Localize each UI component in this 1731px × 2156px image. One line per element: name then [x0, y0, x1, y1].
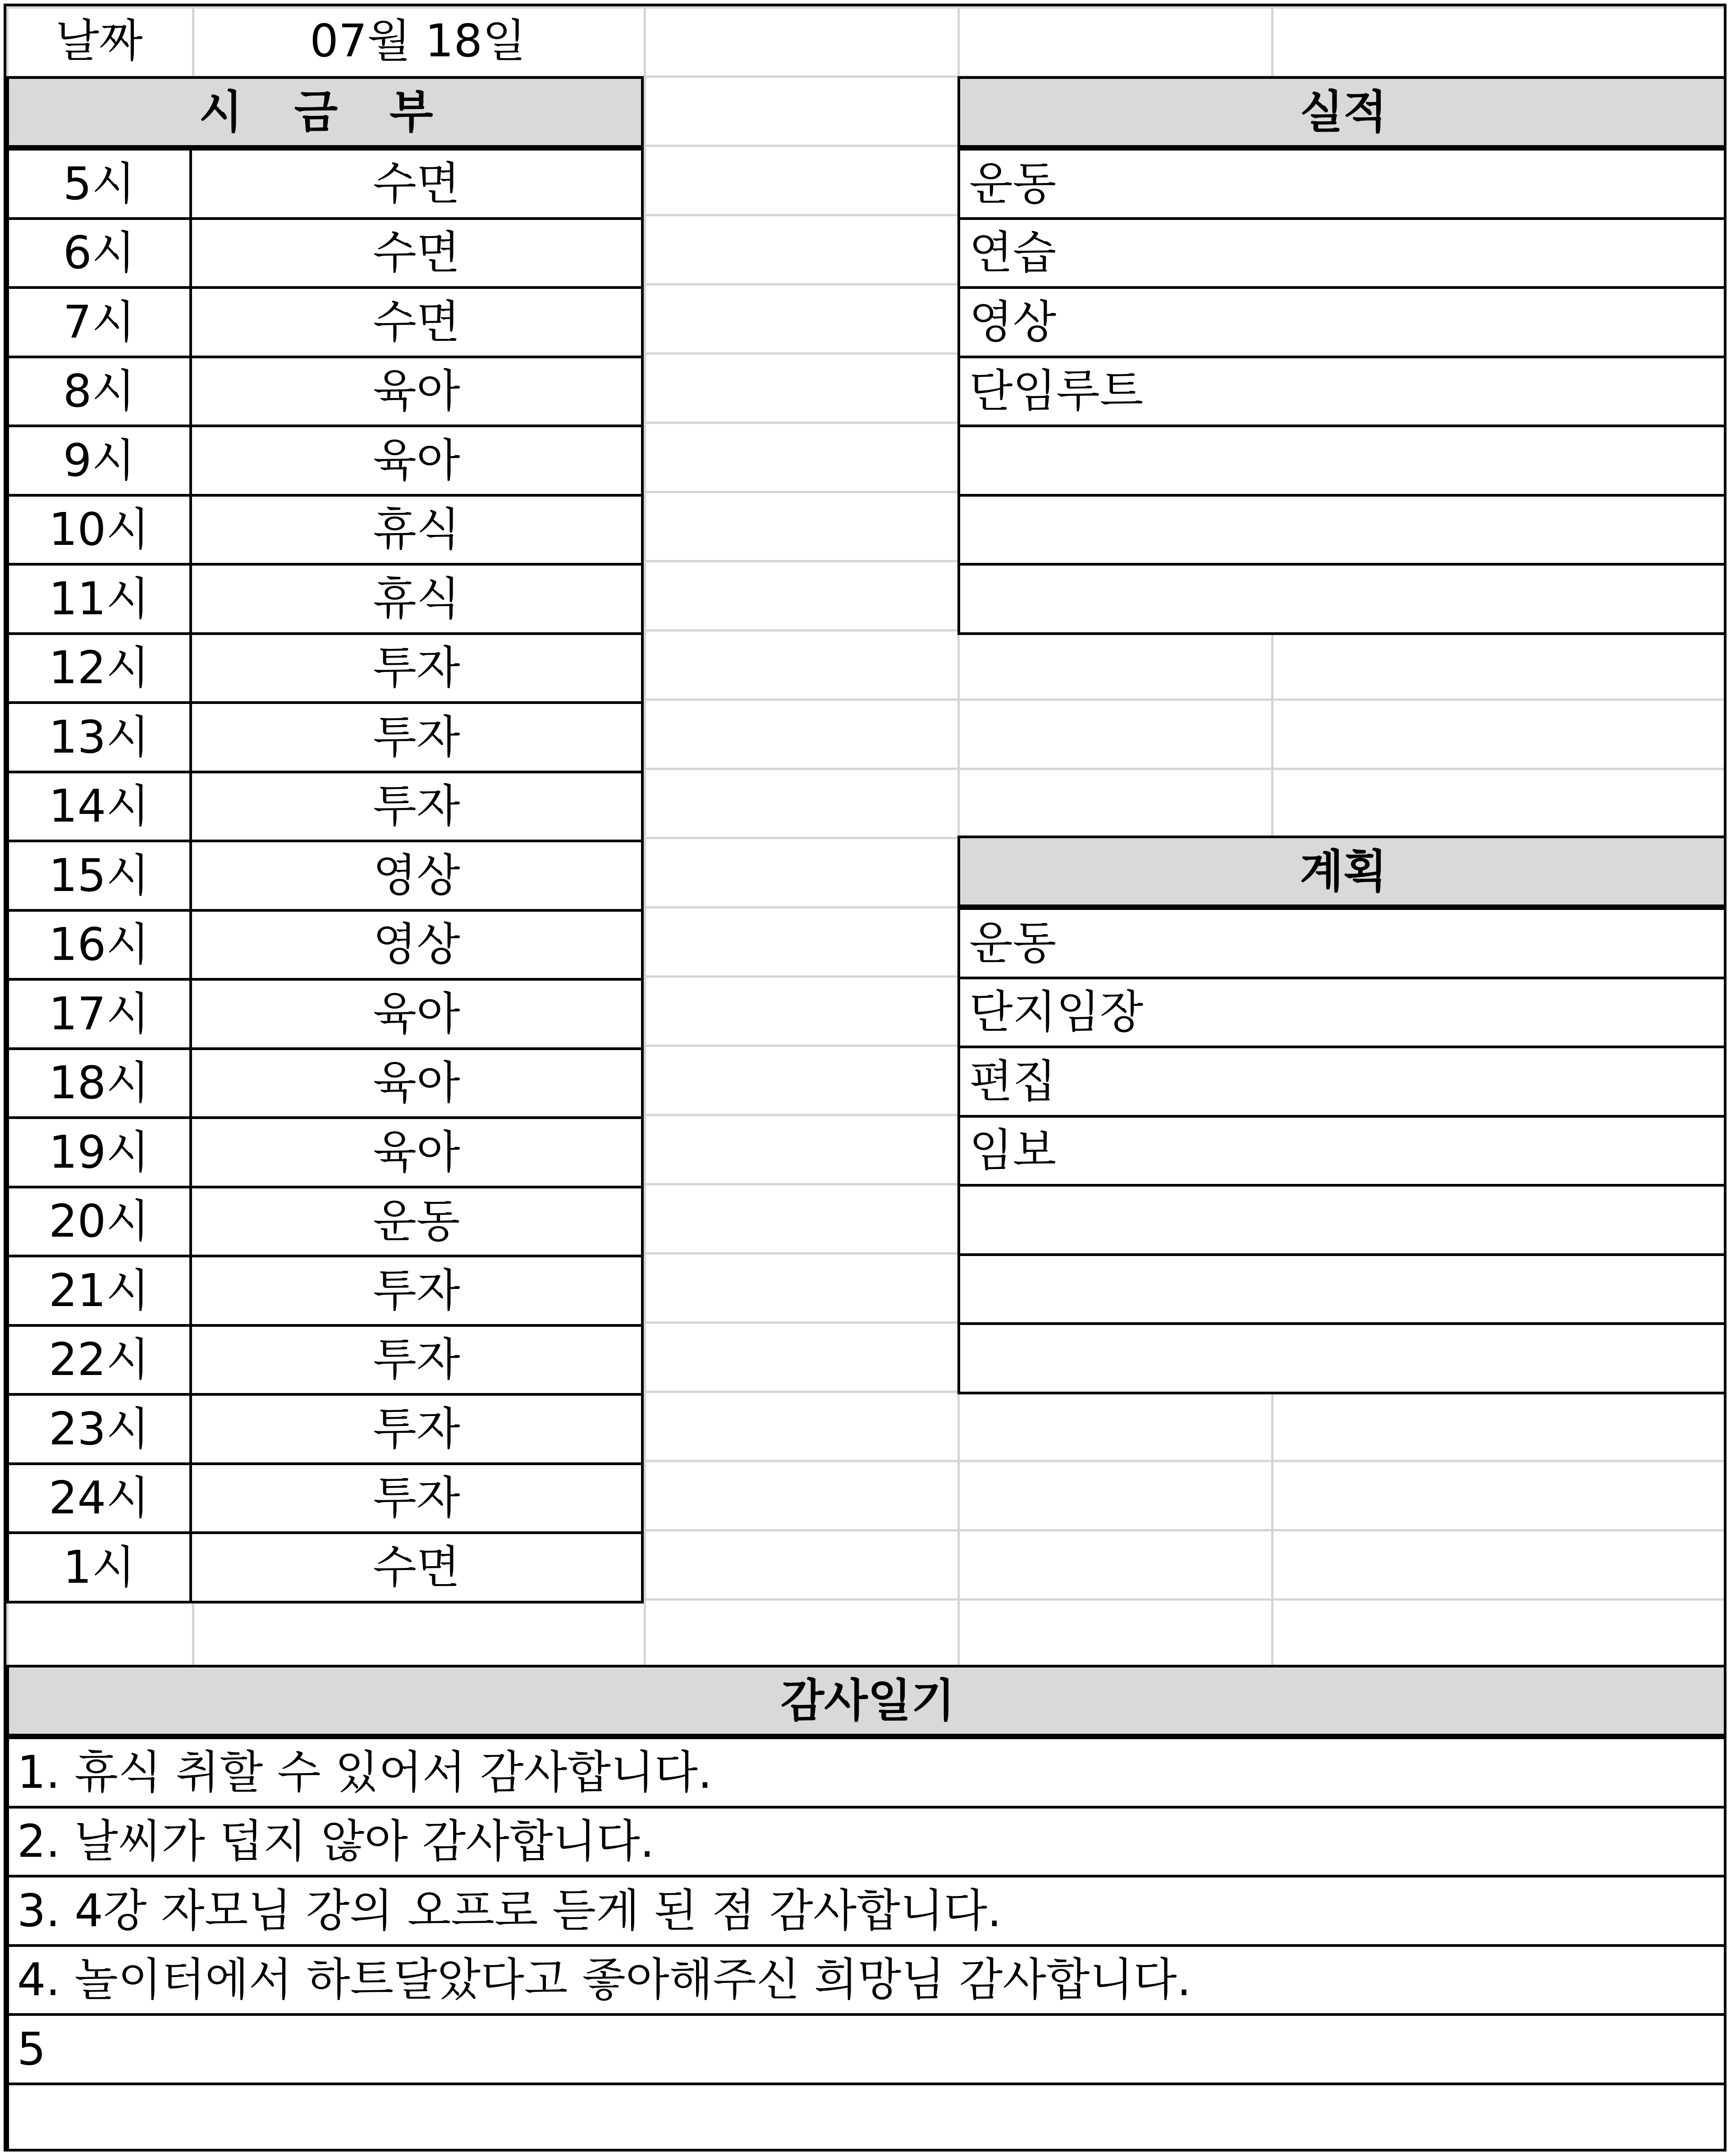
timetable-activity[interactable]: 육아 — [189, 1047, 644, 1119]
timetable-hour[interactable]: 9시 — [6, 425, 192, 497]
timetable-activity[interactable]: 육아 — [189, 1116, 644, 1188]
timetable-hour[interactable]: 19시 — [6, 1116, 192, 1188]
timetable-hour[interactable]: 10시 — [6, 494, 192, 566]
timetable-activity[interactable]: 투자 — [189, 701, 644, 773]
achievements-item[interactable]: 연습 — [957, 217, 1726, 289]
timetable-activity[interactable]: 운동 — [189, 1186, 644, 1258]
timetable-hour[interactable]: 24시 — [6, 1462, 192, 1535]
date-value[interactable]: 07월 18일 — [310, 14, 526, 67]
timetable-hour[interactable]: 15시 — [6, 840, 192, 912]
timetable-hour[interactable]: 20시 — [6, 1186, 192, 1258]
achievements-item[interactable]: 단임루트 — [957, 356, 1726, 428]
timetable-activity[interactable]: 수면 — [189, 217, 644, 289]
timetable-hour[interactable]: 17시 — [6, 978, 192, 1050]
achievements-item[interactable] — [957, 563, 1726, 635]
timetable-hour[interactable]: 21시 — [6, 1255, 192, 1327]
timetable-hour[interactable]: 12시 — [6, 632, 192, 704]
timetable-hour[interactable]: 1시 — [6, 1531, 192, 1603]
timetable-hour[interactable]: 18시 — [6, 1047, 192, 1119]
gratitude-entry[interactable]: 3. 4강 자모님 강의 오프로 듣게 된 점 감사합니다. — [6, 1875, 1726, 1947]
plan-item[interactable]: 운동 — [957, 907, 1726, 979]
timetable-activity[interactable]: 수면 — [189, 148, 644, 220]
timetable-hour[interactable]: 5시 — [6, 148, 192, 220]
timetable-activity[interactable]: 투자 — [189, 1324, 644, 1396]
date-label: 날짜 — [55, 14, 143, 67]
timetable-hour[interactable]: 22시 — [6, 1324, 192, 1396]
timetable-activity[interactable]: 투자 — [189, 632, 644, 704]
timetable-activity[interactable]: 영상 — [189, 909, 644, 981]
timetable-hour[interactable]: 14시 — [6, 771, 192, 843]
achievements-item[interactable]: 영상 — [957, 286, 1726, 358]
timetable-hour[interactable]: 16시 — [6, 909, 192, 981]
timetable-activity[interactable]: 육아 — [189, 978, 644, 1050]
achievements-item[interactable]: 운동 — [957, 148, 1726, 220]
timetable-activity[interactable]: 휴식 — [189, 563, 644, 635]
gratitude-title: 감사일기 — [6, 1665, 1726, 1736]
timetable-hour[interactable]: 11시 — [6, 563, 192, 635]
timetable-hour[interactable]: 23시 — [6, 1393, 192, 1465]
timetable-activity[interactable]: 투자 — [189, 771, 644, 843]
achievements-item[interactable] — [957, 494, 1726, 566]
achievements-title: 실적 — [957, 76, 1726, 148]
gratitude-entry[interactable]: 2. 날씨가 덥지 않아 감사합니다. — [6, 1806, 1726, 1878]
timetable-activity[interactable]: 휴식 — [189, 494, 644, 566]
plan-item[interactable]: 임보 — [957, 1115, 1726, 1187]
timetable-activity[interactable]: 투자 — [189, 1255, 644, 1327]
plan-title: 계획 — [957, 836, 1726, 907]
timetable-activity[interactable]: 육아 — [189, 425, 644, 497]
timetable-activity[interactable]: 수면 — [189, 1531, 644, 1603]
plan-item[interactable] — [957, 1253, 1726, 1325]
gratitude-entry[interactable]: 1. 휴식 취할 수 있어서 감사합니다. — [6, 1736, 1726, 1809]
gratitude-entry[interactable]: 4. 놀이터에서 하트달았다고 좋아해주신 희망님 감사합니다. — [6, 1944, 1726, 2016]
timetable-activity[interactable]: 수면 — [189, 286, 644, 358]
gratitude-entry[interactable] — [6, 2083, 1726, 2152]
plan-item[interactable] — [957, 1184, 1726, 1256]
spreadsheet — [4, 4, 1726, 2151]
timetable-activity[interactable]: 영상 — [189, 840, 644, 912]
timetable-hour[interactable]: 7시 — [6, 286, 192, 358]
timetable-title: 시 금 부 — [6, 76, 644, 148]
plan-item[interactable]: 편집 — [957, 1046, 1726, 1118]
gratitude-entry[interactable]: 5 — [6, 2013, 1726, 2085]
timetable-activity[interactable]: 투자 — [189, 1462, 644, 1535]
timetable-hour[interactable]: 13시 — [6, 701, 192, 773]
timetable-activity[interactable]: 투자 — [189, 1393, 644, 1465]
timetable-hour[interactable]: 6시 — [6, 217, 192, 289]
timetable-activity[interactable]: 육아 — [189, 356, 644, 428]
timetable-hour[interactable]: 8시 — [6, 356, 192, 428]
achievements-item[interactable] — [957, 425, 1726, 497]
plan-item[interactable] — [957, 1322, 1726, 1394]
plan-item[interactable]: 단지임장 — [957, 977, 1726, 1049]
